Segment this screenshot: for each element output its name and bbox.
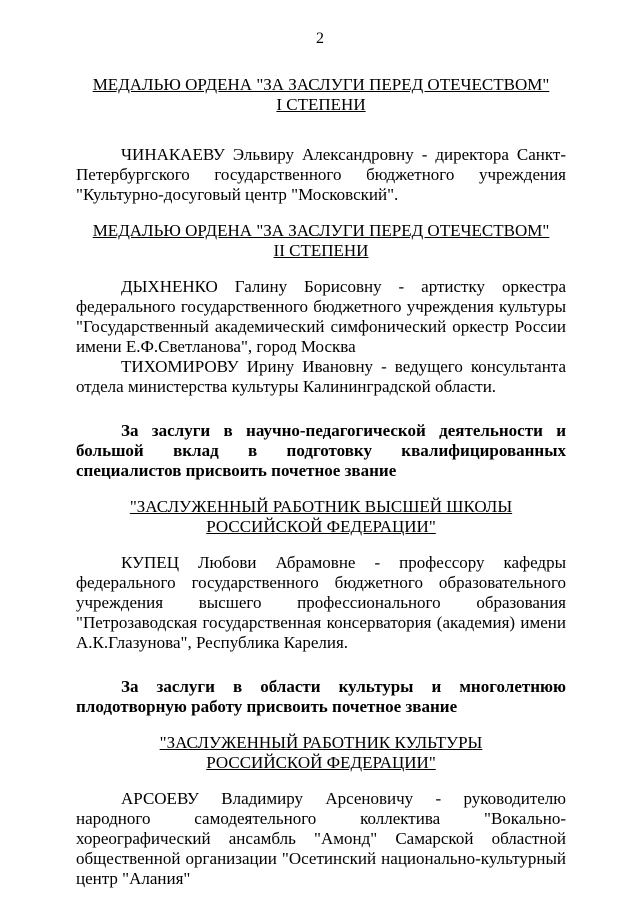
page-number: 2 bbox=[316, 30, 324, 47]
award-heading-medal-2 bbox=[76, 221, 566, 261]
awardee-paragraph: ТИХОМИРОВУ Ирину Ивановну - ведущего консультанта отдела министерства культуры Калининградской области. bbox=[76, 357, 566, 396]
heading-line: РОССИЙСКОЙ ФЕДЕРАЦИИ" bbox=[206, 517, 436, 536]
document-body bbox=[76, 75, 566, 889]
awardee-paragraph: КУПЕЦ Любови Абрамовне - профессору кафедры федерального государственного бюджетного образовательного учреждения высшего профессионального образования "Петрозаводская государственная консерватория (академия) имени А.К.Глазунова", Республика Карелия. bbox=[76, 553, 566, 652]
awardee-paragraph: АРСОЕВУ Владимиру Арсеновичу - руководителю народного самодеятельного коллектива "Вокально-хореографический ансамбль "Амонд" Самарской областной общественной организации "Осетинский национально-культурный центр "Алания" bbox=[76, 789, 566, 888]
award-intro-paragraph: За заслуги в области культуры и многолетнюю плодотворную работу присвоить почетное звание bbox=[76, 677, 566, 716]
award-heading-medal-1 bbox=[76, 75, 566, 115]
heading-line: "ЗАСЛУЖЕННЫЙ РАБОТНИК ВЫСШЕЙ ШКОЛЫ bbox=[129, 497, 513, 516]
heading-line: II СТЕПЕНИ bbox=[273, 241, 369, 260]
heading-line: МЕДАЛЬЮ ОРДЕНА "ЗА ЗАСЛУГИ ПЕРЕД ОТЕЧЕСТВОМ" bbox=[92, 221, 550, 240]
heading-line: МЕДАЛЬЮ ОРДЕНА "ЗА ЗАСЛУГИ ПЕРЕД ОТЕЧЕСТВОМ" bbox=[92, 75, 550, 94]
heading-line: РОССИЙСКОЙ ФЕДЕРАЦИИ" bbox=[206, 753, 436, 772]
awardee-paragraph: ЧИНАКАЕВУ Эльвиру Александровну - директора Санкт-Петербургского государственного бюджетного учреждения "Культурно-досуговый центр "Московский". bbox=[76, 145, 566, 204]
award-heading-culture bbox=[76, 733, 566, 773]
heading-line: I СТЕПЕНИ bbox=[276, 95, 366, 114]
awardee-paragraph: ДЫХНЕНКО Галину Борисовну - артистку оркестра федерального государственного бюджетного учреждения культуры "Государственный академический симфонический оркестр России имени Е.Ф.Светланова", город Москва bbox=[76, 277, 566, 356]
heading-line: "ЗАСЛУЖЕННЫЙ РАБОТНИК КУЛЬТУРЫ bbox=[159, 733, 483, 752]
award-intro-paragraph: За заслуги в научно-педагогической деятельности и большой вклад в подготовку квалифицированных специалистов присвоить почетное звание bbox=[76, 421, 566, 480]
award-heading-higher-school bbox=[76, 497, 566, 537]
